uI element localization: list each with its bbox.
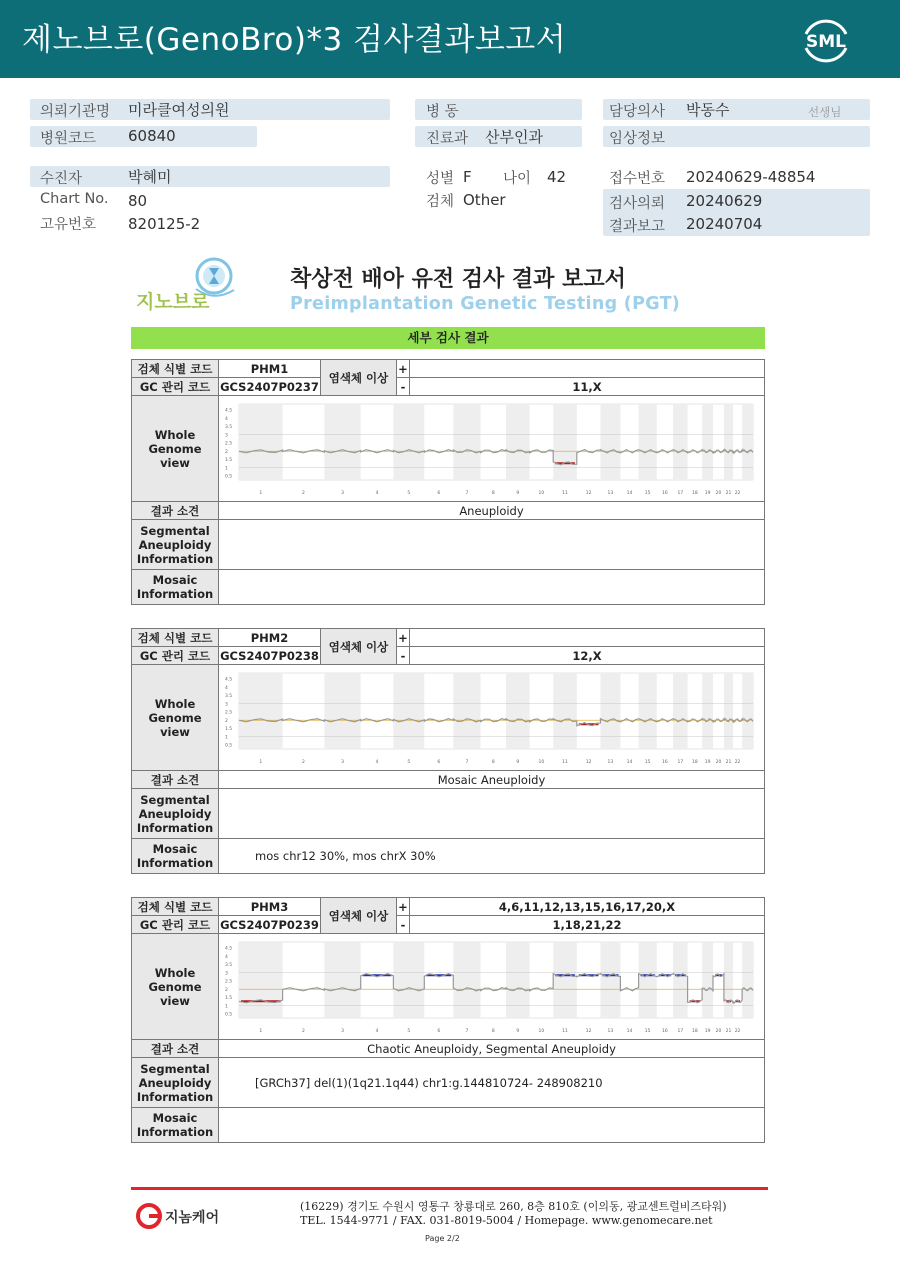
svg-text:11: 11 [562,1029,568,1034]
svg-text:19: 19 [704,1029,711,1034]
department-value: 산부인과 [485,128,543,146]
loss-sign: - [397,378,410,396]
svg-text:21: 21 [725,1029,732,1034]
chart-label: Chart No. [40,191,109,207]
gc-code-label: GC 관리 코드 [132,647,219,665]
mosaic-label: Mosaic Information [132,1108,219,1143]
sample-code-label: 검체 식별 코드 [132,629,219,647]
svg-text:9: 9 [516,760,520,765]
svg-text:14: 14 [626,491,633,496]
svg-text:12: 12 [585,491,592,496]
svg-text:16: 16 [662,760,668,765]
svg-text:18: 18 [692,760,698,765]
receipt-label: 접수번호 [609,171,666,187]
svg-text:0.5: 0.5 [225,743,233,749]
svg-text:3.5: 3.5 [225,425,233,430]
svg-text:5: 5 [407,1029,411,1034]
svg-text:3: 3 [341,760,344,765]
svg-text:3.5: 3.5 [225,963,233,968]
mosaic-value [219,1108,765,1143]
institution-value: 미라클여성의원 [128,101,230,119]
ward-label: 병 동 [426,104,459,120]
svg-text:14: 14 [626,1029,633,1034]
svg-text:9: 9 [516,1029,520,1034]
request-value: 20240629 [686,192,763,210]
department-label: 진료과 [426,131,469,147]
chart-value: 80 [128,192,148,210]
svg-text:2.5: 2.5 [225,979,233,985]
doctor-suffix: 선생님 [808,105,842,119]
svg-text:2: 2 [302,491,305,496]
loss-chromosomes: 11,X [410,378,765,396]
svg-text:1: 1 [225,735,228,741]
svg-text:1.5: 1.5 [225,458,233,463]
svg-text:19: 19 [704,491,711,496]
page-title: 제노브로(GenoBro)*3 검사결과보고서 [22,22,567,58]
page-number: Page 2/2 [425,1234,460,1243]
result-value: Aneuploidy [219,502,765,520]
hospital-code-label: 병원코드 [40,131,97,147]
patient-name-label: 수진자 [40,171,83,187]
svg-text:4.5: 4.5 [225,408,233,414]
svg-text:17: 17 [677,491,684,496]
svg-text:1: 1 [259,491,263,496]
loss-sign: - [397,647,410,665]
svg-text:1: 1 [259,760,263,765]
whole-genome-label: Whole Genome view [132,934,219,1040]
svg-text:6: 6 [437,1029,441,1034]
svg-text:21: 21 [725,491,732,496]
sample-table [131,628,765,874]
segmental-label: Segmental Aneuploidy Information [132,520,219,570]
report-date-label: 결과보고 [609,219,666,235]
gc-code: GCS2407P0239 [220,917,319,932]
footer-divider [131,1187,768,1190]
svg-text:1: 1 [259,1029,263,1034]
sex-value: F [463,168,472,186]
sample-code: PHM1 [219,360,321,378]
genomecare-logo-text: 지놈케어 [165,1210,220,1226]
segmental-label: Segmental Aneuploidy Information [132,1058,219,1108]
svg-text:2: 2 [302,760,305,765]
abnormal-label: 염색체 이상 [321,898,397,934]
clinical-label: 임상정보 [609,131,666,147]
doctor-label: 담당의사 [609,104,666,120]
svg-text:9: 9 [516,491,520,496]
svg-text:3: 3 [225,702,228,708]
svg-text:5: 5 [407,760,411,765]
sample-code-label: 검체 식별 코드 [132,898,219,916]
doctor-value: 박동수 [686,101,730,119]
footer-address [300,1200,727,1228]
svg-text:7: 7 [465,760,469,765]
result-value: Mosaic Aneuploidy [219,771,765,789]
id-label: 고유번호 [40,217,97,233]
sml-logo [798,12,854,68]
svg-text:10: 10 [538,491,545,496]
svg-text:3: 3 [225,433,228,439]
svg-text:19: 19 [704,760,711,765]
id-value: 820125-2 [128,215,201,233]
svg-text:18: 18 [692,491,698,496]
svg-text:13: 13 [607,760,614,765]
mosaic-label: Mosaic Information [132,839,219,874]
sex-label: 성별 [426,171,455,187]
genomecare-logo [136,1203,226,1229]
svg-text:4.5: 4.5 [225,677,233,683]
gain-sign: + [398,361,408,376]
svg-text:3: 3 [341,1029,344,1034]
svg-text:4: 4 [375,1029,379,1034]
gc-code-label: GC 관리 코드 [132,916,219,934]
whole-genome-label: Whole Genome view [132,665,219,771]
svg-text:8: 8 [491,491,495,496]
receipt-value: 20240629-48854 [686,168,816,186]
svg-text:6: 6 [437,491,441,496]
svg-text:12: 12 [585,760,592,765]
svg-text:20: 20 [715,491,722,496]
svg-text:4: 4 [375,760,379,765]
loss-sign: - [397,916,410,934]
svg-text:17: 17 [677,1029,684,1034]
svg-text:16: 16 [662,1029,668,1034]
svg-text:17: 17 [677,760,684,765]
segmental-label: Segmental Aneuploidy Information [132,789,219,839]
segmental-value [219,789,765,839]
svg-text:10: 10 [538,760,545,765]
patient-name-value: 박혜미 [128,168,172,186]
svg-text:7: 7 [465,1029,469,1034]
report-title: 착상전 배아 유전 검사 결과 보고서 [290,267,626,292]
svg-text:2: 2 [225,718,228,724]
svg-text:2: 2 [225,987,228,993]
svg-text:4: 4 [225,954,228,960]
report-subtitle: Preimplantation Genetic Testing (PGT) [290,294,681,314]
section-heading: 세부 검사 결과 [131,327,765,349]
svg-text:0.5: 0.5 [225,474,233,480]
gc-code: GCS2407P0238 [220,648,319,663]
svg-text:1.5: 1.5 [225,727,233,732]
svg-text:1.5: 1.5 [225,996,233,1001]
svg-text:2.5: 2.5 [225,710,233,716]
sample-code: PHM3 [219,898,321,916]
institution-label: 의뢰기관명 [40,104,111,120]
sml-logo-text: SML [806,32,846,52]
footer-contact-line: TEL. 1544-9771 / FAX. 031-8019-5004 / Homepage. www.genomecare.net [300,1214,713,1227]
gain-chromosomes [410,629,765,647]
svg-text:20: 20 [715,1029,722,1034]
whole-genome-label: Whole Genome view [132,396,219,502]
result-value: Chaotic Aneuploidy, Segmental Aneuploidy [219,1040,765,1058]
svg-text:21: 21 [725,760,732,765]
sample-code: PHM2 [219,629,321,647]
svg-text:4.5: 4.5 [225,946,233,952]
svg-text:1: 1 [225,466,228,472]
svg-text:22: 22 [734,491,741,496]
age-value: 42 [547,168,567,186]
whole-genome-plot [221,398,759,496]
whole-genome-plot [221,667,759,765]
hospital-code-value: 60840 [128,127,176,145]
gain-sign: + [398,630,408,645]
svg-text:3: 3 [341,491,344,496]
footer-address-line: (16229) 경기도 수원시 영통구 창룡대로 260, 8층 810호 (이의동, 광교센트럴비즈타워) [300,1200,727,1213]
svg-text:2: 2 [302,1029,305,1034]
abnormal-label: 염색체 이상 [321,360,397,396]
segmental-value [219,520,765,570]
genobro-logo [134,254,249,316]
svg-text:4: 4 [225,416,228,422]
result-label: 결과 소견 [132,502,219,520]
svg-text:11: 11 [562,491,568,496]
sample-table [131,897,765,1143]
svg-text:4: 4 [375,491,379,496]
specimen-value: Other [463,191,506,209]
svg-text:5: 5 [407,491,411,496]
svg-text:13: 13 [607,1029,614,1034]
svg-text:20: 20 [715,760,722,765]
svg-text:15: 15 [644,1029,651,1034]
loss-chromosomes: 12,X [410,647,765,665]
svg-text:6: 6 [437,760,441,765]
svg-text:3: 3 [225,971,228,977]
svg-text:0.5: 0.5 [225,1012,233,1018]
svg-text:3.5: 3.5 [225,694,233,699]
gc-code: GCS2407P0237 [220,379,319,394]
svg-text:1: 1 [225,1004,228,1010]
report-date-value: 20240704 [686,215,763,233]
segmental-value: [GRCh37] del(1)(1q21.1q44) chr1:g.144810724- 248908210 [219,1058,765,1108]
svg-text:14: 14 [626,760,633,765]
svg-text:2: 2 [225,449,228,455]
mosaic-value: mos chr12 30%, mos chrX 30% [219,839,765,874]
gain-sign: + [398,899,408,914]
svg-text:12: 12 [585,1029,592,1034]
gc-code-label: GC 관리 코드 [132,378,219,396]
svg-text:8: 8 [491,760,495,765]
svg-text:18: 18 [692,1029,698,1034]
svg-text:10: 10 [538,1029,545,1034]
result-label: 결과 소견 [132,1040,219,1058]
abnormal-label: 염색체 이상 [321,629,397,665]
specimen-label: 검체 [426,194,455,210]
svg-text:11: 11 [562,760,568,765]
svg-text:7: 7 [465,491,469,496]
sample-code-label: 검체 식별 코드 [132,360,219,378]
svg-text:22: 22 [734,1029,741,1034]
mosaic-label: Mosaic Information [132,570,219,605]
sample-table [131,359,765,605]
result-label: 결과 소견 [132,771,219,789]
svg-text:4: 4 [225,685,228,691]
loss-chromosomes: 1,18,21,22 [410,916,765,934]
svg-text:15: 15 [644,760,651,765]
age-label: 나이 [503,171,532,187]
header-bar [0,0,900,78]
svg-text:8: 8 [491,1029,495,1034]
svg-text:15: 15 [644,491,651,496]
genobro-logo-text: 지노브로 [136,291,210,313]
gain-chromosomes: 4,6,11,12,13,15,16,17,20,X [410,898,765,916]
svg-text:22: 22 [734,760,741,765]
svg-text:2.5: 2.5 [225,441,233,447]
gain-chromosomes [410,360,765,378]
svg-text:13: 13 [607,491,614,496]
request-label: 검사의뢰 [609,196,666,212]
mosaic-value [219,570,765,605]
svg-text:16: 16 [662,491,668,496]
whole-genome-plot [221,936,759,1034]
